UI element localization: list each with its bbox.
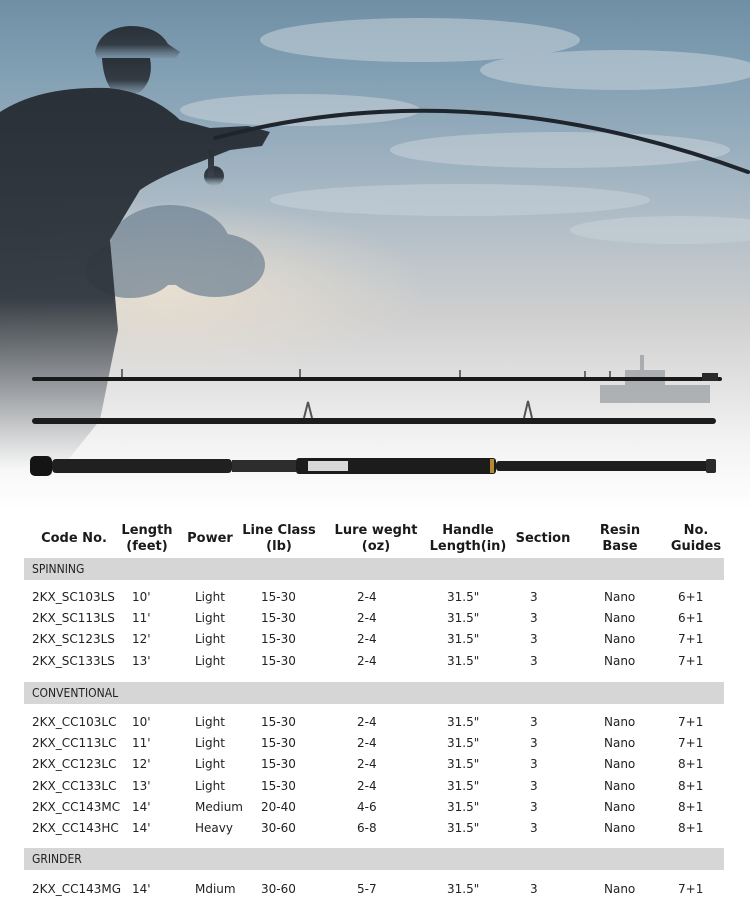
header-lure: Lure weght (oz) [334,523,418,554]
cell-handle: 31.5" [447,632,480,647]
header-section: Section [515,531,571,546]
cell-lure: 2-4 [357,632,377,647]
cell-handle: 31.5" [447,653,480,668]
rod-mid-section [32,401,716,424]
cell-lure: 2-4 [357,757,377,772]
cell-resin: Nano [604,611,636,626]
table-row [24,587,724,608]
cell-power: Light [195,778,225,793]
cell-length: 14' [132,882,151,896]
cell-resin: Nano [604,715,636,729]
cell-lure: 2-4 [357,736,377,751]
cell-resin: Nano [604,821,636,835]
cell-handle: 31.5" [447,715,480,729]
table-row [24,608,724,629]
cell-power: Heavy [195,821,233,835]
cell-handle: 31.5" [447,778,480,793]
cell-resin: Nano [604,778,636,793]
cell-line-class: 30-60 [261,821,296,835]
table-row [24,712,724,733]
cell-line-class: 15-30 [261,736,296,751]
cell-length: 13' [132,778,151,793]
cell-code: 2KX_CC143HC [32,821,119,835]
cell-power: Light [195,611,225,626]
cell-section: 3 [530,821,538,835]
header-line-class: Line Class (lb) [242,523,316,554]
header-code: Code No. [41,531,107,546]
cell-length: 14' [132,821,151,835]
cell-guides: 6+1 [678,611,704,626]
cell-section: 3 [530,632,538,647]
header-power: Power [187,531,233,546]
cell-resin: Nano [604,757,636,772]
cell-section: 3 [530,715,538,729]
cell-length: 13' [132,653,151,668]
cell-line-class: 15-30 [261,632,296,647]
cell-section: 3 [530,778,538,793]
rod-butt-section [30,456,716,476]
cell-code: 2KX_CC103LC [32,715,117,729]
table-header [24,518,724,560]
cell-code: 2KX_CC143MC [32,799,121,814]
cell-section: 3 [530,611,538,626]
cell-section: 3 [530,757,538,772]
cell-line-class: 20-40 [261,799,296,814]
cell-guides: 7+1 [678,882,704,896]
cell-resin: Nano [604,882,636,896]
cell-section: 3 [530,653,538,668]
cell-code: 2KX_SC133LS [32,653,115,668]
cell-guides: 7+1 [678,715,704,729]
cell-guides: 6+1 [678,590,704,604]
cell-power: Light [195,590,225,604]
cell-section: 3 [530,736,538,751]
cell-power: Mdium [195,882,236,896]
cell-code: 2KX_CC123LC [32,757,117,772]
cell-length: 12' [132,632,151,647]
cell-code: 2KX_CC133LC [32,778,117,793]
table-row [24,818,724,839]
cell-resin: Nano [604,799,636,814]
cell-line-class: 15-30 [261,778,296,793]
cell-handle: 31.5" [447,882,480,896]
cell-code: 2KX_CC143MG [32,882,122,896]
section-header-conventional: CONVENTIONAL [24,682,724,704]
cell-power: Light [195,632,225,647]
cell-guides: 7+1 [678,632,704,647]
section-header-grinder: GRINDER [24,848,724,870]
table-row [24,776,724,797]
cell-code: 2KX_SC123LS [32,632,115,647]
cell-guides: 8+1 [678,799,704,814]
cell-code: 2KX_SC113LS [32,611,115,626]
cell-guides: 7+1 [678,736,704,751]
cell-code: 2KX_SC103LS [32,590,115,604]
table-row [24,879,724,900]
cell-lure: 2-4 [357,653,377,668]
cell-line-class: 15-30 [261,757,296,772]
cell-section: 3 [530,882,538,896]
cell-length: 12' [132,757,151,772]
cell-section: 3 [530,590,538,604]
header-handle: Handle Length(in) [429,523,507,554]
header-guides: No. Guides [670,523,722,554]
table-row [24,733,724,754]
table-row [24,754,724,775]
cell-line-class: 15-30 [261,653,296,668]
cell-power: Light [195,736,225,751]
cell-lure: 4-6 [357,799,377,814]
cell-line-class: 15-30 [261,590,296,604]
cell-resin: Nano [604,632,636,647]
cell-resin: Nano [604,736,636,751]
table-row [24,797,724,818]
header-resin: Resin Base [599,523,641,554]
cell-resin: Nano [604,590,636,604]
cell-guides: 7+1 [678,653,704,668]
cell-line-class: 15-30 [261,715,296,729]
cell-line-class: 30-60 [261,882,296,896]
cell-resin: Nano [604,653,636,668]
section-header-spinning: SPINNING [24,558,724,580]
cell-handle: 31.5" [447,757,480,772]
cell-handle: 31.5" [447,736,480,751]
cell-lure: 2-4 [357,590,377,604]
cell-lure: 5-7 [357,882,377,896]
cell-length: 14' [132,799,151,814]
cell-power: Light [195,757,225,772]
cell-length: 11' [132,736,151,751]
cell-lure: 2-4 [357,778,377,793]
header-length: Length (feet) [121,523,173,554]
table-row [24,651,724,672]
cell-handle: 31.5" [447,611,480,626]
cell-power: Medium [195,799,243,814]
cell-power: Light [195,653,225,668]
cell-lure: 6-8 [357,821,377,835]
cell-code: 2KX_CC113LC [32,736,117,751]
cell-power: Light [195,715,225,729]
cell-lure: 2-4 [357,611,377,626]
cell-lure: 2-4 [357,715,377,729]
cell-guides: 8+1 [678,757,704,772]
cell-guides: 8+1 [678,778,704,793]
cell-length: 10' [132,590,151,604]
cell-guides: 8+1 [678,821,704,835]
cell-line-class: 15-30 [261,611,296,626]
cell-section: 3 [530,799,538,814]
cell-length: 10' [132,715,151,729]
cell-handle: 31.5" [447,821,480,835]
cell-handle: 31.5" [447,799,480,814]
table-row [24,629,724,650]
cell-length: 11' [132,611,151,626]
cell-handle: 31.5" [447,590,480,604]
